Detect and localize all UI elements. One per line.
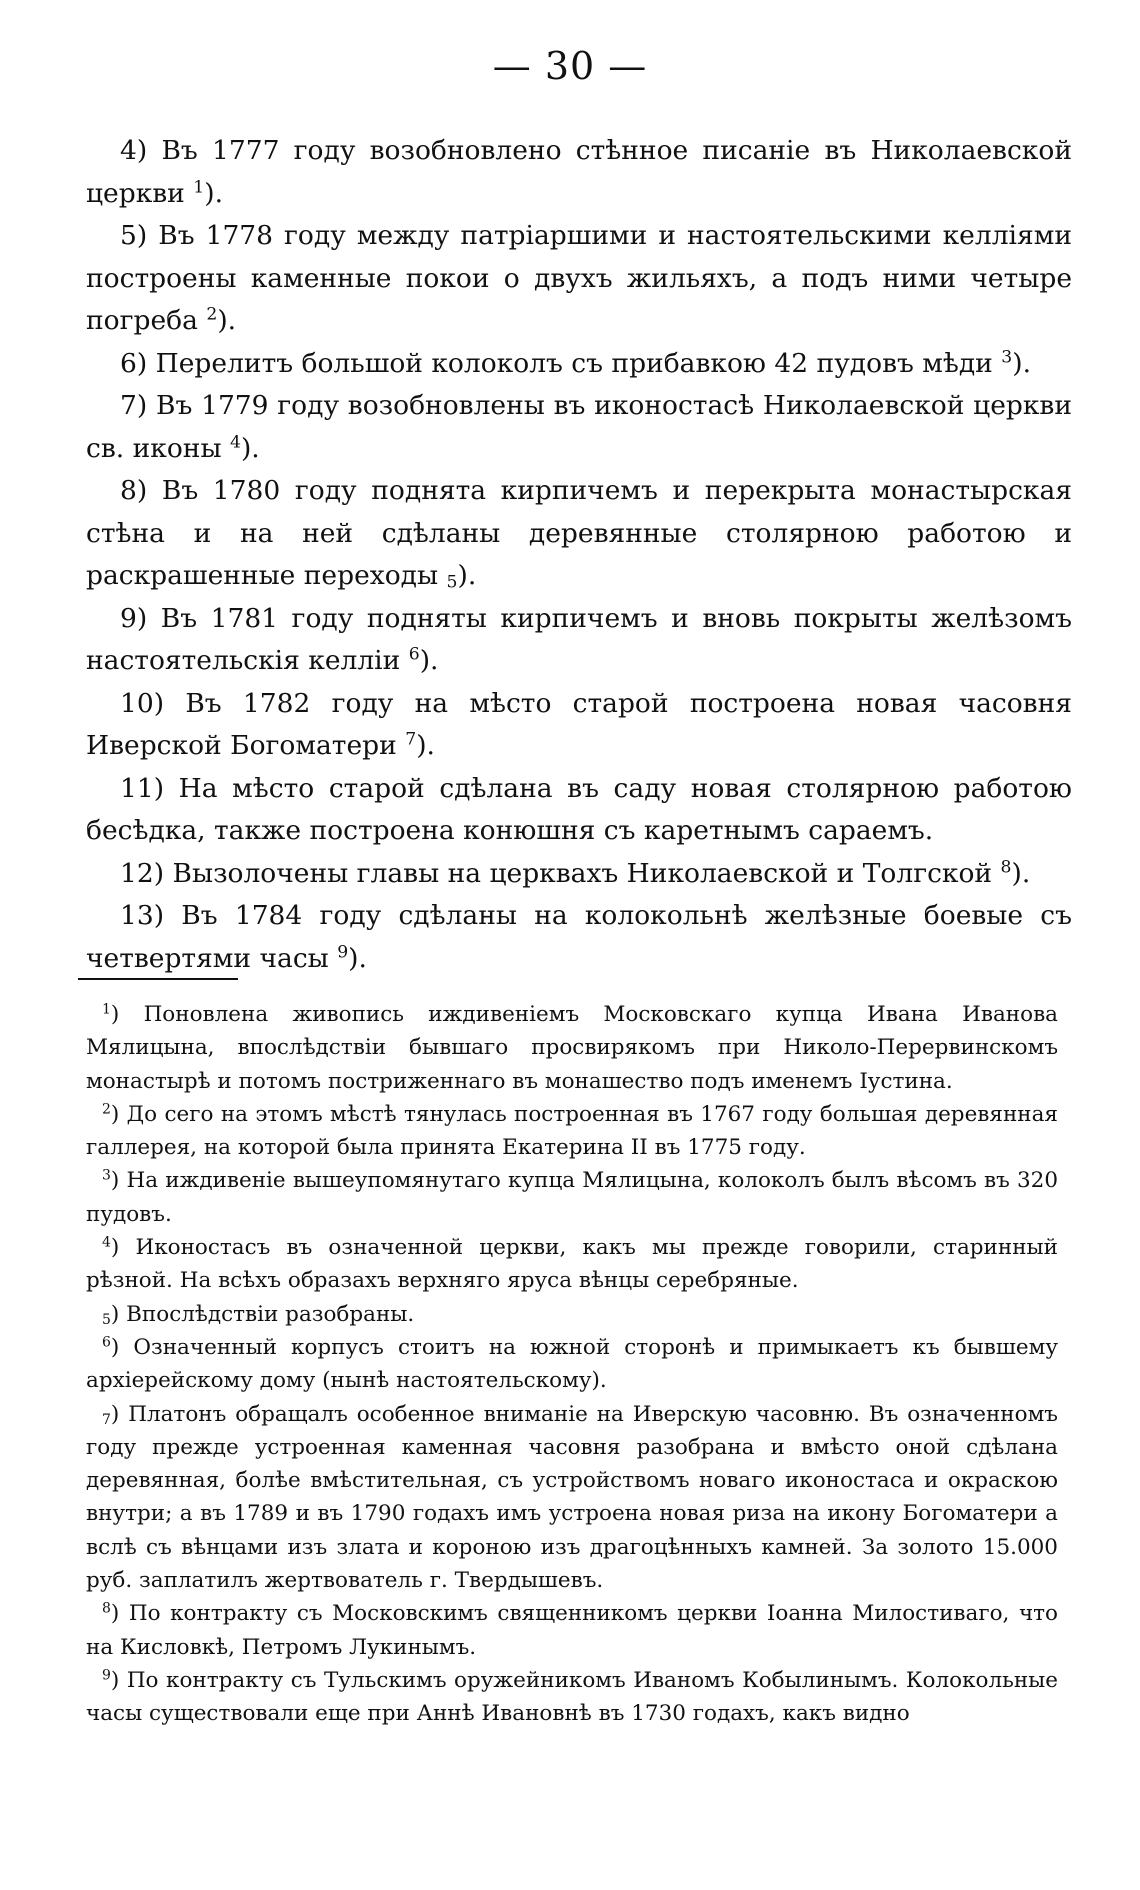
- item-number: 10): [120, 687, 165, 719]
- item-text: Въ 1784 году сдѣланы на колокольнѣ желѣзные боевые съ четвертями часы: [86, 900, 1072, 974]
- footnote: 7) Платонъ обращалъ особенное вниманіе на Иверскую часовню. Въ означенномъ году прежде устроенная каменная часовня разобрана и вмѣсто оной сдѣлана деревянная, болѣе вмѣстительная, съ устройствомъ новаго иконостаса и окраскою внутри; а въ 1789 и въ 1790 годахъ имъ устроена новая риза на икону Богоматери а вслѣ съ вѣнцами изъ злата и короною изъ драгоцѣнныхъ камней. За золото 15.000 руб. заплатилъ жертвователь г. Твердышевъ.: [86, 1401, 1058, 1594]
- footnote-mark: 3: [102, 1167, 111, 1184]
- item-number: 4): [120, 135, 148, 166]
- footnote-text: Поновлена живопись иждивеніемъ Московскаго купца Ивана Иванова Мялицына, впослѣдствіи бывшаго просвирякомъ при Николо-Перервинскомъ монастырѣ и потомъ постриженнаго въ монашество подъ именемъ Іустина.: [86, 1002, 1058, 1094]
- footnote-divider: [78, 978, 238, 980]
- footnote-ref: 9: [337, 942, 349, 963]
- footnote-text: По контракту съ Московскимъ священникомъ церкви Іоанна Милостиваго, что на Кисловкѣ, Петромъ Лукинымъ.: [86, 1601, 1059, 1660]
- footnote-text: Означенный корпусъ стоитъ на южной сторонѣ и примыкаетъ къ бывшему архіерейскому дому (нынѣ настоятельскому).: [86, 1334, 1058, 1394]
- footnote-ref: 2: [206, 304, 218, 325]
- list-item: 13) Въ 1784 году сдѣланы на колокольнѣ желѣзные боевые съ четвертями часы $^9$).: [86, 900, 1072, 974]
- footnote-text: До сего на этомъ мѣстѣ тянулась построенная въ 1767 году большая деревянная галлерея, на которой была принята Екатерина II въ 1775 году.: [86, 1101, 1058, 1161]
- item-text: Въ 1781 году подняты кирпичемъ и вновь покрыты желѣзомъ настоятельскія келліи: [86, 602, 1072, 676]
- item-number: 7): [120, 390, 148, 421]
- list-item: 6) Перелитъ большой колоколъ съ прибавкою 42 пудовъ мѣди $^3$).: [86, 343, 1072, 386]
- footnote-mark: 1: [102, 1001, 111, 1018]
- item-text: Перелитъ большой колоколъ съ прибавкою 42 пудовъ мѣди: [155, 347, 993, 379]
- footnote-ref: 5: [446, 572, 458, 593]
- item-text: Въ 1777 году возобновлено стѣнное писаніе въ Николаевской церкви: [86, 135, 1072, 209]
- main-text: [86, 130, 1072, 980]
- footnote: $^9$) По контракту съ Тульскимъ оружейникомъ Иваномъ Кобылинымъ. Колокольные часы существовали еще при Аннѣ Ивановнѣ въ 1730 годахъ, какъ видно: [86, 1667, 1058, 1727]
- item-number: 12): [120, 857, 165, 889]
- item-text: Въ 1780 году поднята кирпичемъ и перекрыта монастырская стѣна и на ней сдѣланы деревянные столярною работою и раскрашенные переходы: [86, 475, 1072, 591]
- footnote: 5) Впослѣдствіи разобраны.: [102, 1301, 415, 1328]
- footnote-mark: 9: [102, 1667, 111, 1684]
- item-text: Вызолочены главы на церквахъ Николаевской и Толгской: [172, 857, 993, 889]
- footnote-mark: 7: [102, 1411, 111, 1428]
- list-item: 12) Вызолочены главы на церквахъ Николаевской и Толгской $^8$).: [86, 853, 1072, 896]
- list-item: 10) Въ 1782 году на мѣсто старой построена новая часовня Иверской Богоматери $^7$).: [86, 687, 1072, 761]
- footnote-text: Платонъ обращалъ особенное вниманіе на Иверскую часовню. Въ означенномъ году прежде устроенная каменная часовня разобрана и вмѣсто оной сдѣлана деревянная, болѣе вмѣстительная, съ устройствомъ новаго иконостаса и окраскою внутри; а въ 1789 и въ 1790 годахъ имъ устроена новая риза на икону Богоматери а вслѣ съ вѣнцами изъ злата и короною изъ драгоцѣнныхъ камней. За золото 15.000 руб. заплатилъ жертвователь г. Твердышевъ.: [86, 1401, 1058, 1594]
- footnote-ref: 4: [229, 432, 241, 453]
- footnote-mark: 5: [102, 1311, 111, 1328]
- list-item: 8) Въ 1780 году поднята кирпичемъ и перекрыта монастырская стѣна и на ней сдѣланы деревянные столярною работою и раскрашенные переходы 5).: [86, 475, 1072, 593]
- list-item: 4) Въ 1777 году возобновлено стѣнное писаніе въ Николаевской церкви $^1$).: [86, 135, 1072, 209]
- footnote-mark: 6: [102, 1334, 111, 1351]
- footnote-text: По контракту съ Тульскимъ оружейникомъ Иваномъ Кобылинымъ. Колокольные часы существовали еще при Аннѣ Ивановнѣ въ 1730 годахъ, какъ видно: [86, 1667, 1058, 1727]
- footnote-ref: 3: [1001, 347, 1013, 368]
- footnote-text: Впослѣдствіи разобраны.: [126, 1301, 415, 1327]
- list-item: [86, 768, 1072, 853]
- footnote-ref: 8: [1000, 857, 1012, 878]
- list-item: 5) Въ 1778 году между патріаршими и настоятельскими келліями построены каменные покои о двухъ жильяхъ, а подъ ними четыре погреба $^2$).: [86, 220, 1072, 336]
- item-number: 11): [120, 772, 165, 804]
- item-number: 9): [120, 602, 148, 634]
- footnotes: [86, 998, 1058, 1731]
- item-number: 5): [120, 220, 148, 251]
- footnote-mark: 4: [102, 1234, 111, 1251]
- item-text: Въ 1782 году на мѣсто старой построена новая часовня Иверской Богоматери: [86, 687, 1072, 761]
- footnote: $^4$) Иконостасъ въ означенной церкви, какъ мы прежде говорили, старинный рѣзной. На всѣхъ образахъ верхняго яруса вѣнцы серебряные.: [86, 1234, 1058, 1294]
- footnote-ref: 1: [193, 177, 205, 198]
- footnote-text: На иждивеніе вышеупомянутаго купца Мялицына, колоколъ былъ вѣсомъ въ 320 пудовъ.: [86, 1168, 1059, 1227]
- footnote-mark: 8: [102, 1600, 111, 1617]
- item-number: 8): [120, 475, 148, 506]
- footnote-text: Иконостасъ въ означенной церкви, какъ мы прежде говорили, старинный рѣзной. На всѣхъ образахъ верхняго яруса вѣнцы серебряные.: [86, 1235, 1058, 1294]
- list-item: 9) Въ 1781 году подняты кирпичемъ и вновь покрыты желѣзомъ настоятельскія келліи $^6$).: [86, 602, 1072, 676]
- item-number: 6): [120, 347, 148, 379]
- footnote-ref: 6: [408, 644, 420, 665]
- footnote: $^3$) На иждивеніе вышеупомянутаго купца Мялицына, колоколъ былъ вѣсомъ въ 320 пудовъ.: [86, 1167, 1059, 1227]
- item-number: 13): [120, 900, 165, 931]
- footnote: $^2$) До сего на этомъ мѣстѣ тянулась построенная въ 1767 году большая деревянная галлерея, на которой была принята Екатерина II въ 1775 году.: [86, 1101, 1058, 1161]
- item-text: Въ 1778 году между патріаршими и настоятельскими келліями построены каменные покои о двухъ жильяхъ, а подъ ними четыре погреба: [86, 220, 1072, 336]
- footnote-ref: 7: [405, 729, 417, 750]
- footnote-mark: 2: [102, 1101, 111, 1118]
- list-item: 7) Въ 1779 году возобновлены въ иконостасѣ Николаевской церкви св. иконы $^4$).: [86, 390, 1072, 464]
- item-text: На мѣсто старой сдѣлана въ саду новая столярною работою бесѣдка, также построена конюшня съ каретнымъ сараемъ.: [86, 772, 1072, 846]
- footnote: $^6$) Означенный корпусъ стоитъ на южной сторонѣ и примыкаетъ къ бывшему архіерейскому дому (нынѣ настоятельскому).: [86, 1334, 1058, 1394]
- footnote: $^8$) По контракту съ Московскимъ священникомъ церкви Іоанна Милостиваго, что на Кисловкѣ, Петромъ Лукинымъ.: [86, 1600, 1059, 1660]
- footnote: $^1$) Поновлена живопись иждивеніемъ Московскаго купца Ивана Иванова Мялицына, впослѣдствіи бывшаго просвирякомъ при Николо-Перервинскомъ монастырѣ и потомъ постриженнаго въ монашество подъ именемъ Іустина.: [86, 1001, 1058, 1094]
- page-number: — 30 —: [492, 44, 648, 88]
- item-text: Въ 1779 году возобновлены въ иконостасѣ Николаевской церкви св. иконы: [86, 390, 1072, 464]
